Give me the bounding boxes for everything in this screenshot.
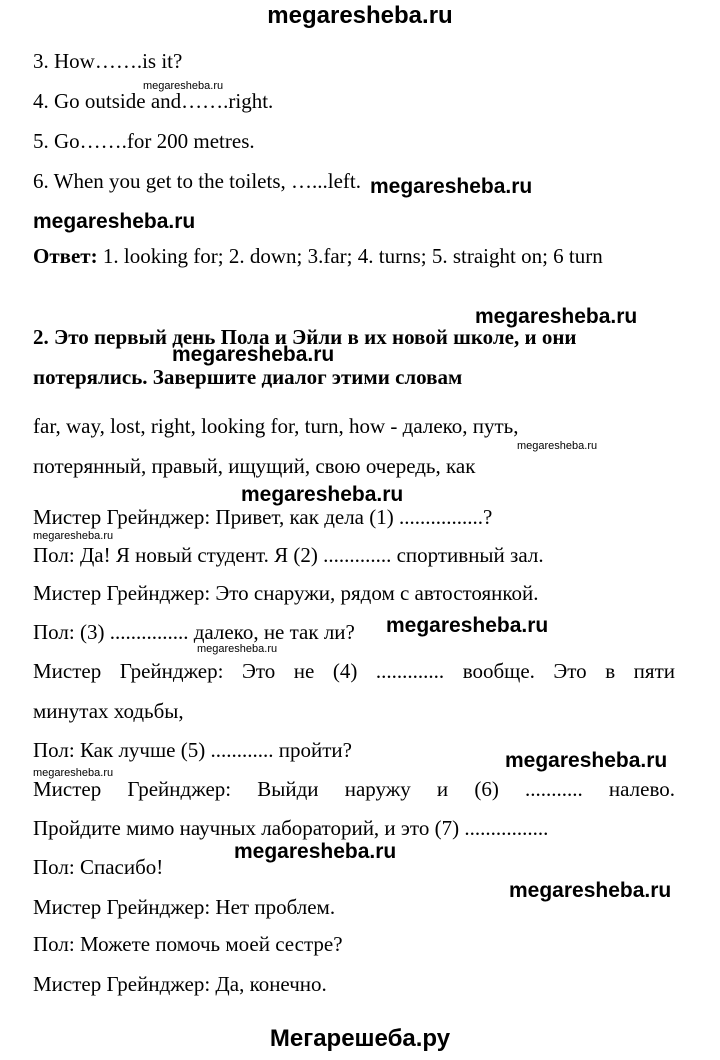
dialogue-word: Это (553, 659, 587, 683)
dialogue-line-13: Мистер Грейнджер: Да, конечно. (33, 972, 327, 996)
watermark-small: megaresheba.ru (33, 530, 114, 542)
watermark: megaresheba.ru (33, 210, 196, 233)
watermark: megaresheba.ru (386, 614, 549, 637)
dialogue-word: наружу (344, 777, 411, 801)
exercise1-item-5: 5. Go…….for 200 metres. (33, 129, 255, 153)
exercise2-number: 2. (33, 325, 49, 349)
watermark: megaresheba.ru (509, 879, 672, 902)
dialogue-word: ........... (525, 777, 583, 801)
dialogue-word: Грейнджер: (127, 777, 232, 801)
exercise2-heading-text: Это первый день Пола и Эйли в их новой школе, и они (48, 325, 577, 349)
watermark-small: megaresheba.ru (143, 80, 224, 92)
watermark: megaresheba.ru (241, 483, 404, 506)
answer-label: Ответ: (33, 244, 98, 268)
dialogue-word: Это (241, 659, 276, 683)
dialogue-line-7: Пол: Как лучше (5) ............ пройти? (33, 738, 352, 762)
watermark: megaresheba.ru (475, 305, 638, 328)
dialogue-word: Мистер (33, 659, 102, 683)
exercise1-item-4: 4. Go outside and…….right. (33, 89, 274, 113)
dialogue-line-2: Пол: Да! Я новый студент. Я (2) ............. спортивный зал. (33, 543, 544, 567)
word-list-line1: far, way, lost, right, looking for, turn, how - далеко, путь, (33, 414, 519, 438)
dialogue-word: в (605, 659, 616, 683)
dialogue-word: и (436, 777, 449, 801)
dialogue-line-3: Мистер Грейнджер: Это снаружи, рядом с автостоянкой. (33, 581, 539, 605)
watermark: megaresheba.ru (234, 840, 397, 863)
dialogue-line-9: Пройдите мимо научных лабораторий, и это (7) ................ (33, 816, 549, 840)
dialogue-line-4: Пол: (3) ............... далеко, не так ли? (33, 620, 355, 644)
dialogue-word: ............. (375, 659, 445, 683)
watermark-small: megaresheba.ru (197, 643, 278, 655)
dialogue-line-5 (33, 659, 675, 684)
dialogue-line-12: Пол: Можете помочь моей сестре? (33, 932, 343, 956)
watermark-small: megaresheba.ru (33, 767, 114, 779)
dialogue-word: (4) (332, 659, 358, 683)
dialogue-word: (6) (474, 777, 499, 801)
answer-line (33, 244, 603, 269)
answer-text: 1. looking for; 2. down; 3.far; 4. turns; 5. straight on; 6 turn (97, 244, 603, 268)
dialogue-line-10: Пол: Спасибо! (33, 855, 164, 879)
exercise1-item-6: 6. When you get to the toilets, …...left. (33, 169, 361, 193)
watermark: megaresheba.ru (172, 343, 335, 366)
dialogue-word: не (293, 659, 315, 683)
exercise1-item-3: 3. How…….is it? (33, 49, 183, 73)
dialogue-word: Мистер (33, 777, 102, 801)
header-site: megaresheba.ru (267, 2, 453, 29)
word-list-line2: потерянный, правый, ищущий, свою очередь, как (33, 454, 476, 478)
dialogue-word: Грейнджер: (119, 659, 224, 683)
exercise2-heading-line2: потерялись. Завершите диалог этими словам (33, 365, 463, 389)
dialogue-word: пяти (633, 659, 675, 683)
watermark: megaresheba.ru (370, 175, 533, 198)
dialogue-line-6: минутах ходьбы, (33, 699, 184, 723)
dialogue-word: налево. (608, 777, 675, 801)
dialogue-word: вообще. (462, 659, 535, 683)
footer-site: Мегарешеба.ру (269, 1025, 451, 1052)
watermark-small: megaresheba.ru (517, 440, 598, 452)
dialogue-word: Выйди (257, 777, 319, 801)
dialogue-line-1: Мистер Грейнджер: Привет, как дела (1) ................? (33, 505, 493, 529)
dialogue-line-11: Мистер Грейнджер: Нет проблем. (33, 895, 336, 919)
watermark: megaresheba.ru (505, 749, 668, 772)
dialogue-line-8 (33, 777, 675, 802)
